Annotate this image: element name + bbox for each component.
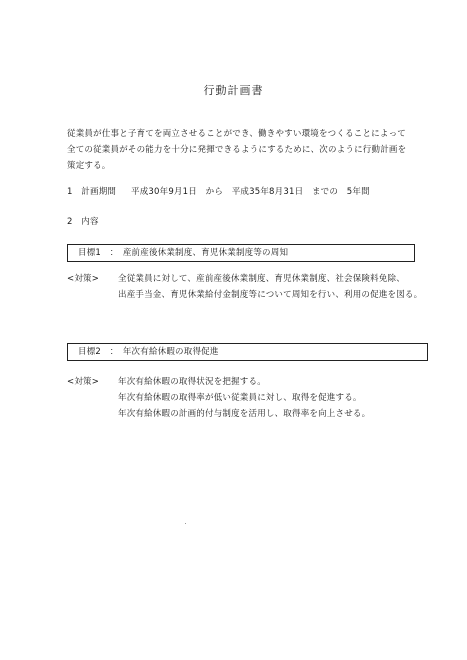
goal-2-measure-label: <対策> <box>67 377 100 387</box>
goal-2-measure-line-1: 年次有給休暇の取得状況を把握する。 <box>118 377 266 387</box>
goal-1-measure-line-1: 全従業員に対して、産前産後休業制度、育児休業制度、社会保険料免除、 <box>118 274 405 284</box>
plan-period-label: 1 計画期間 <box>67 187 117 197</box>
goal-2-box <box>67 343 428 361</box>
goal-1-label: 目標1 ： 産前産後休業制度、育児休業制度等の周知 <box>78 248 289 258</box>
intro-line-2: 全ての従業員がその能力を十分に発揮できるようにするために、次のように行動計画を <box>67 145 407 155</box>
plan-period-text: 平成30年9月1日 から 平成35年8月31日 までの 5年間 <box>131 187 370 197</box>
goal-2-label: 目標2 ： 年次有給休暇の取得促進 <box>78 347 219 357</box>
document-title: 行動計画書 <box>203 84 264 97</box>
scan-speck <box>185 523 186 524</box>
goal-1-box <box>67 244 415 262</box>
contents-heading: 2 内容 <box>67 217 99 227</box>
intro-line-1: 従業員が仕事と子育てを両立させることができ、働きやすい環境をつくることによって <box>67 129 406 139</box>
goal-1-measure-line-2: 出産手当金、育児休業給付金制度等について周知を行い、利用の促進を図る。 <box>118 290 423 300</box>
goal-1-measure-label: <対策> <box>67 274 100 284</box>
goal-2-measure-line-2: 年次有給休暇の取得率が低い従業員に対し、取得を促進する。 <box>118 393 362 403</box>
intro-line-3: 策定する。 <box>67 161 111 171</box>
goal-2-measure-line-3: 年次有給休暇の計画的付与制度を活用し、取得率を向上させる。 <box>118 409 371 419</box>
